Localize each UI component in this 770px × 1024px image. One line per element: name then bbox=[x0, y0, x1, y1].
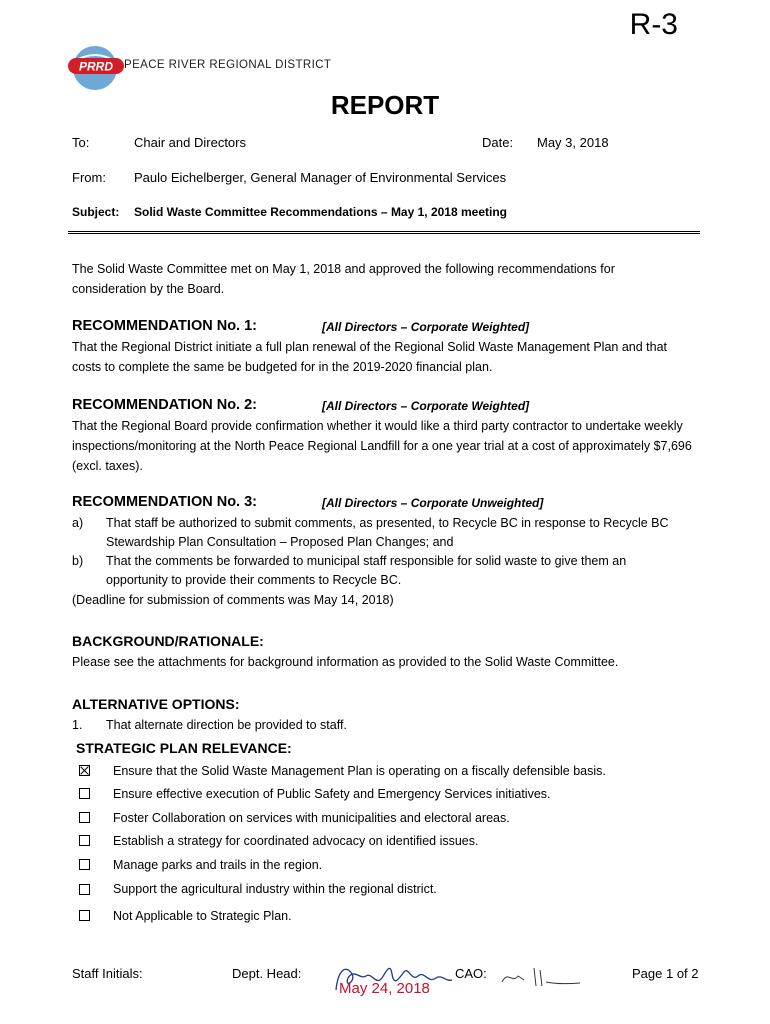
strategic-checkbox-7[interactable] bbox=[79, 910, 90, 921]
strategic-checkbox-2[interactable] bbox=[79, 788, 90, 799]
strategic-checkbox-1[interactable] bbox=[79, 765, 90, 776]
document-title: REPORT bbox=[330, 90, 440, 120]
recommendation-3-note: (Deadline for submission of comments was May 14, 2018) bbox=[72, 593, 394, 607]
page-number: Page 1 of 2 bbox=[632, 966, 699, 981]
strategic-item-1: Ensure that the Solid Waste Management Plan is operating on a fiscally defensible basis. bbox=[113, 764, 606, 778]
strategic-checkbox-4[interactable] bbox=[79, 835, 90, 846]
logo-text: PRRD bbox=[78, 59, 114, 74]
recommendation-2-tag: [All Directors – Corporate Weighted] bbox=[322, 399, 530, 413]
intro-paragraph: The Solid Waste Committee met on May 1, 2018 and approved the following recommendations for consideration by the Board. bbox=[72, 262, 615, 296]
to-label: To: bbox=[72, 135, 90, 150]
alternatives-heading: ALTERNATIVE OPTIONS: bbox=[72, 696, 240, 712]
strategic-item-7: Not Applicable to Strategic Plan. bbox=[113, 909, 292, 923]
alternatives-text: That alternate direction be provided to staff. bbox=[106, 718, 347, 732]
from-value: Paulo Eichelberger, General Manager of Environmental Services bbox=[134, 170, 507, 185]
recommendation-3-item-b-marker: b) bbox=[72, 554, 84, 568]
strategic-item-4: Establish a strategy for coordinated advocacy on identified issues. bbox=[113, 834, 479, 848]
header-divider bbox=[68, 231, 700, 234]
strategic-item-2: Ensure effective execution of Public Safety and Emergency Services initiatives. bbox=[113, 787, 551, 801]
recommendation-2-text: That the Regional Board provide confirmation whether it would like a third party contractor to undertake weekly inspections/monitoring at the North Peace Regional Landfill for a one year trial at a cost of approximately $7,696 (excl. taxes). bbox=[72, 419, 692, 473]
recommendation-3-tag: [All Directors – Corporate Unweighted] bbox=[322, 496, 544, 510]
background-text: Please see the attachments for background information as provided to the Solid Waste Committee. bbox=[72, 655, 619, 669]
background-heading: BACKGROUND/RATIONALE: bbox=[72, 633, 264, 649]
strategic-checkbox-5[interactable] bbox=[79, 859, 90, 870]
recommendation-3-heading: RECOMMENDATION No. 3: bbox=[72, 494, 258, 510]
received-date-stamp: May 24, 2018 bbox=[339, 980, 430, 997]
alternatives-marker: 1. bbox=[72, 718, 83, 732]
page-id: R-3 bbox=[629, 8, 678, 41]
recommendation-3-item-a-marker: a) bbox=[72, 516, 84, 530]
recommendation-1-text: That the Regional District initiate a full plan renewal of the Regional Solid Waste Management Plan and that costs to complete the same be budgeted for in the 2019-2020 financial plan. bbox=[72, 340, 668, 374]
date-value: May 3, 2018 bbox=[537, 135, 609, 150]
recommendation-1-tag: [All Directors – Corporate Weighted] bbox=[322, 320, 530, 334]
recommendation-3-item-a-line1: That staff be authorized to submit comments, as presented, to Recycle BC in response to Recycle BC bbox=[106, 516, 669, 530]
strategic-heading: STRATEGIC PLAN RELEVANCE: bbox=[76, 740, 292, 756]
recommendation-3-item-a-line2: Stewardship Plan Consultation – Proposed Plan Changes; and bbox=[106, 535, 454, 549]
recommendation-3-item-b-line2: opportunity to provide their comments to Recycle BC. bbox=[106, 573, 402, 587]
cao-label: CAO: bbox=[455, 966, 487, 981]
strategic-checkbox-6[interactable] bbox=[79, 884, 90, 895]
from-label: From: bbox=[72, 170, 106, 185]
strategic-item-6: Support the agricultural industry within the regional district. bbox=[113, 882, 437, 896]
strategic-checkbox-3[interactable] bbox=[79, 812, 90, 823]
staff-initials-label: Staff Initials: bbox=[72, 966, 143, 981]
subject-value: Solid Waste Committee Recommendations – May 1, 2018 meeting bbox=[134, 205, 507, 219]
strategic-item-3: Foster Collaboration on services with municipalities and electoral areas. bbox=[113, 811, 510, 825]
dept-head-label: Dept. Head: bbox=[232, 966, 302, 981]
recommendation-2-heading: RECOMMENDATION No. 2: bbox=[72, 397, 258, 413]
recommendation-3-item-b-line1: That the comments be forwarded to municipal staff responsible for solid waste to give them an bbox=[106, 554, 627, 568]
subject-label: Subject: bbox=[72, 205, 120, 219]
cao-signature bbox=[496, 962, 586, 992]
to-value: Chair and Directors bbox=[134, 135, 246, 150]
org-name: PEACE RIVER REGIONAL DISTRICT bbox=[124, 59, 332, 71]
strategic-item-5: Manage parks and trails in the region. bbox=[113, 858, 323, 872]
date-label: Date: bbox=[482, 135, 514, 150]
recommendation-1-heading: RECOMMENDATION No. 1: bbox=[72, 318, 258, 334]
